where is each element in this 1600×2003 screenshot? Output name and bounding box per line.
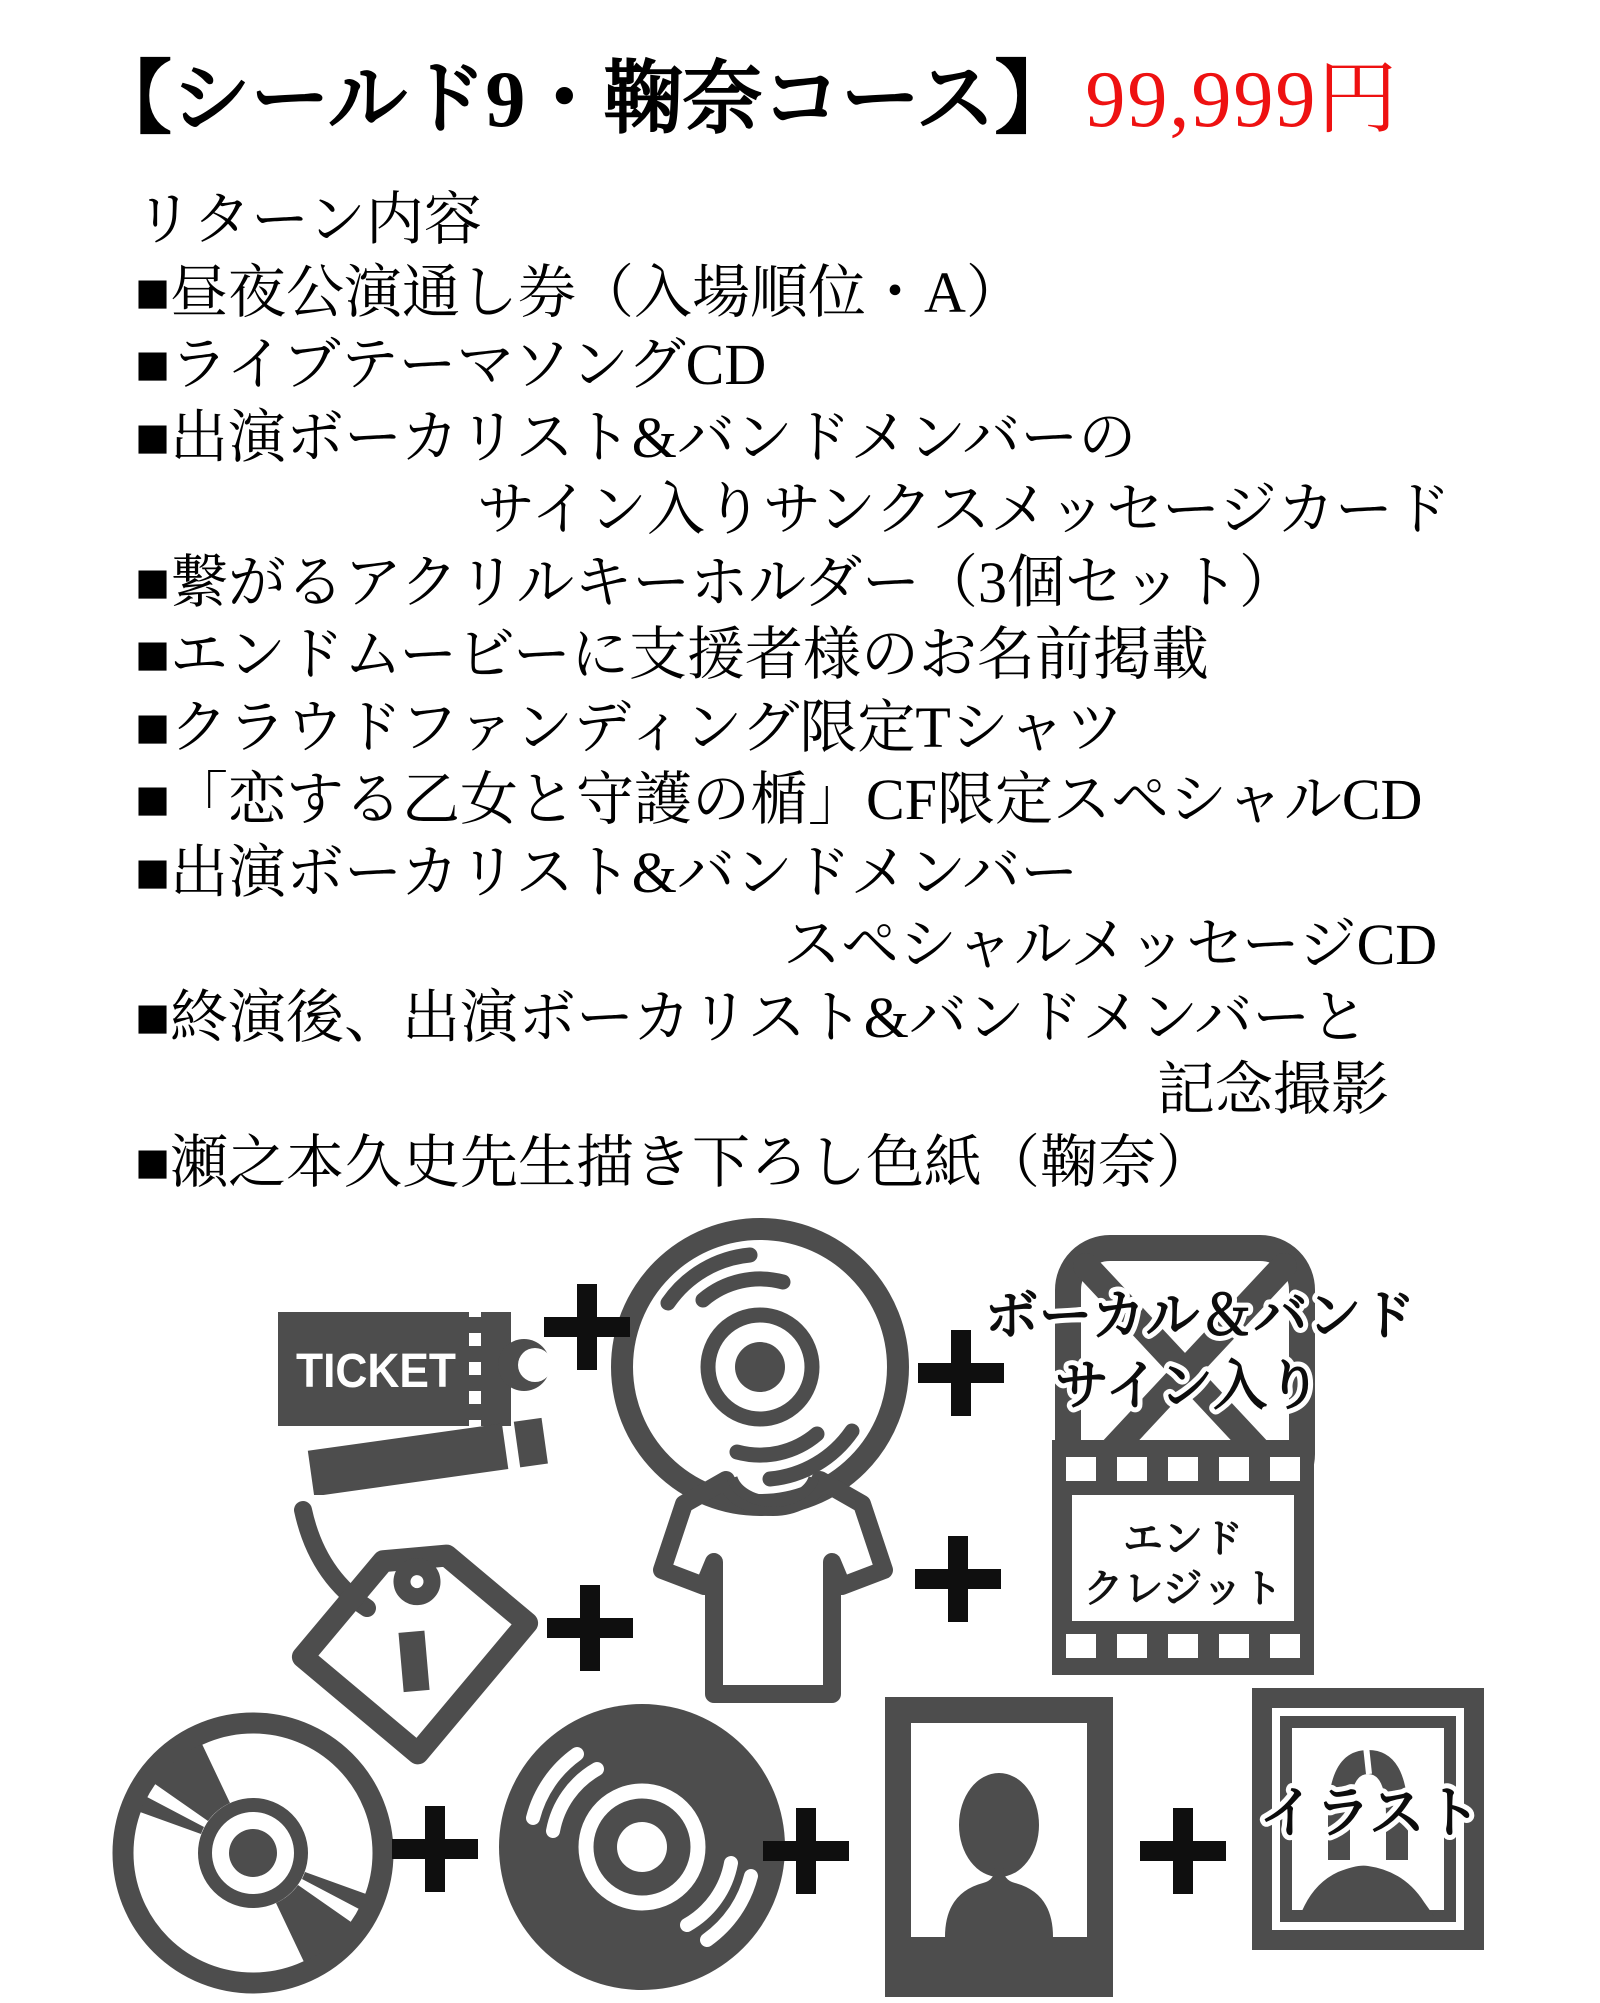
envelope-caption [960,1282,1440,1442]
list-item: ■終演後、出演ボーカリスト&バンドメンバーと [135,984,1369,1050]
list-item-continuation: サイン入りサンクスメッセージカード [477,477,1451,542]
return-list [135,184,1555,1199]
list-item: ■繋がるアクリルキーホルダー（3個セット） [135,549,1297,615]
ticket-label: TICKET [296,1345,456,1398]
illustration-caption [1235,1770,1505,1870]
plus-icon [1140,1808,1226,1894]
list-item: ■エンドムービーに支援者様のお名前掲載 [135,622,1209,687]
illustration-caption-text: イラスト [1258,1781,1482,1844]
plus-icon [763,1808,849,1894]
list-item-continuation: 記念撮影 [1157,1057,1390,1122]
list-item-continuation: スペシャルメッセージCD [783,912,1438,977]
course-name: 【シールド9・鞠奈コース】 [92,56,1074,144]
plus-icon [544,1284,630,1370]
plus-icon [918,1330,1004,1416]
list-item: ■クラウドファンディング限定Tシャツ [135,694,1124,760]
envelope-caption-line1: ボーカル＆バンド [984,1286,1416,1346]
list-item: ■昼夜公演通し券（入場順位・A） [135,259,1024,325]
list-item: ■ライブテーマソングCD [135,332,767,397]
list-item: ■「恋する乙女と守護の楯」CF限定スペシャルCD [135,767,1423,832]
film-strip-icon [1052,1440,1314,1680]
cd-shine-icon [108,1703,398,2003]
film-caption-line1: エンド [1123,1517,1243,1561]
envelope-caption-line2: サイン入り [1054,1356,1322,1416]
film-caption-line2: クレジット [1083,1567,1283,1611]
plus-icon [915,1536,1001,1622]
page-title [92,34,1399,149]
plus-icon [547,1585,633,1671]
plus-icon [392,1806,478,1892]
vinyl-record-icon [495,1697,795,2003]
tshirt-icon [648,1442,898,1722]
list-heading: リターン内容 [135,187,482,252]
list-item: ■瀬之本久史先生描き下ろし色紙（鞠奈） [135,1129,1215,1195]
price-value: 99,999円 [1085,56,1400,144]
portrait-photo-icon [885,1697,1113,2003]
list-item: ■出演ボーカリスト&バンドメンバーの [135,404,1137,470]
list-item: ■出演ボーカリスト&バンドメンバー [135,839,1079,905]
